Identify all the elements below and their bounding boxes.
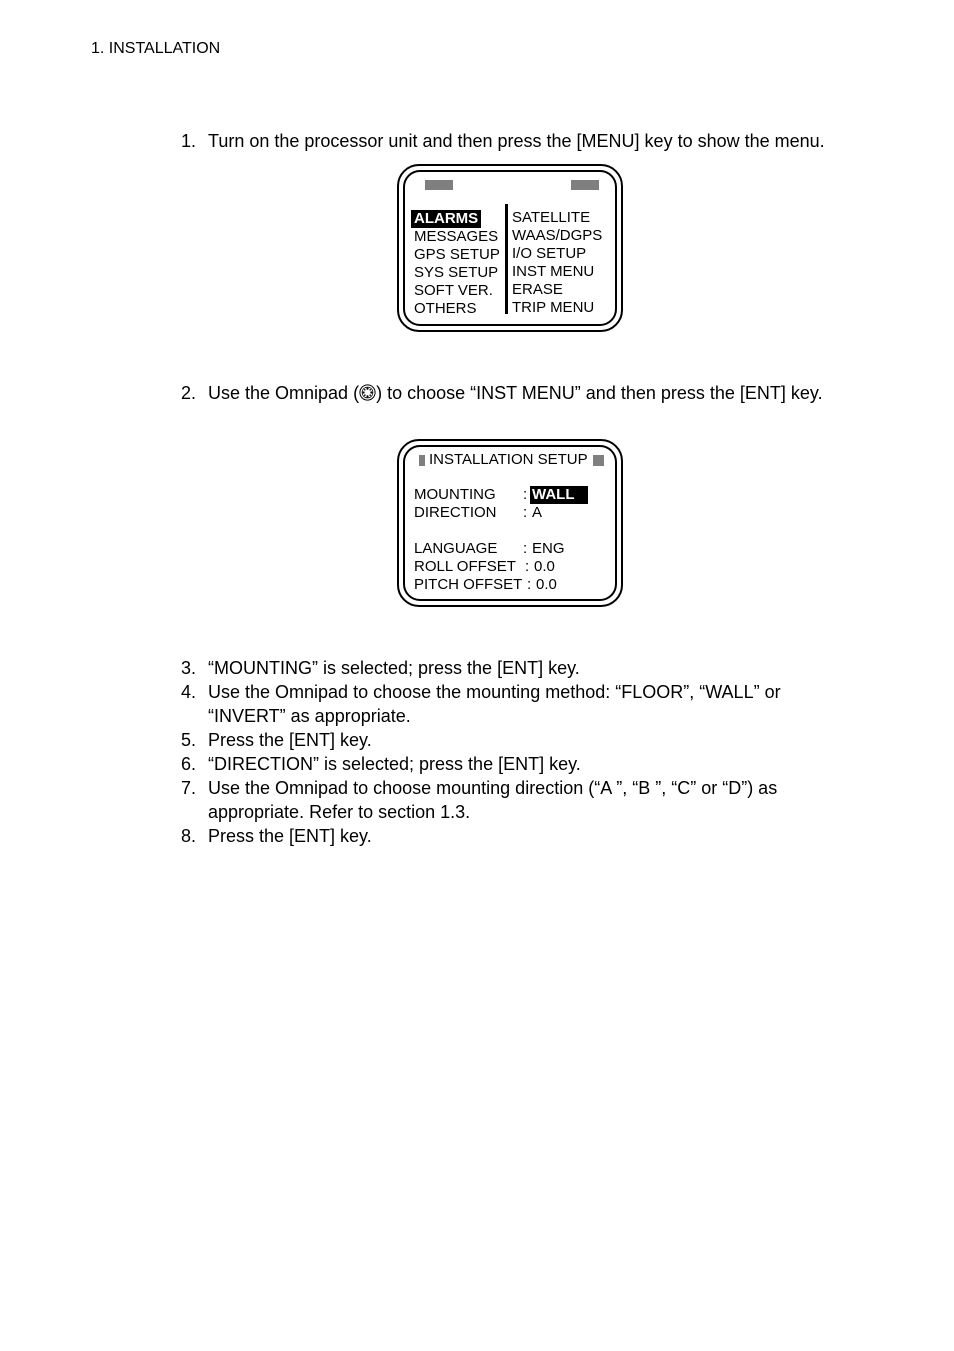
menu-divider xyxy=(505,204,508,314)
menu-item-alarms: ALARMS xyxy=(411,210,481,228)
setup-label-direction: DIRECTION xyxy=(414,504,497,521)
menu-item-inst-menu: INST MENU xyxy=(512,263,595,280)
setup-value-direction: A xyxy=(532,504,543,521)
step-number: 6. xyxy=(181,754,197,774)
setup-colon: : xyxy=(527,576,536,593)
section-header: 1. INSTALLATION xyxy=(91,40,221,57)
setup-title: INSTALLATION SETUP xyxy=(429,451,588,468)
menu-item-soft-ver: SOFT VER. xyxy=(414,282,493,299)
step-text: Use the Omnipad to choose the mounting method: “FLOOR”, “WALL” or “INVERT” as appropriate. xyxy=(208,682,781,726)
step-text: “DIRECTION” is selected; press the [ENT] key. xyxy=(208,754,581,774)
menu-item-trip-menu: TRIP MENU xyxy=(512,299,595,316)
step-4 xyxy=(181,680,841,728)
step-number: 5. xyxy=(181,730,197,750)
step-number: 2. xyxy=(181,383,197,403)
setup-value-roll-offset: 0.0 xyxy=(534,558,555,575)
step-number: 1. xyxy=(181,131,197,151)
setup-value-language: ENG xyxy=(532,540,565,557)
omnipad-icon xyxy=(359,384,376,401)
step-text: “MOUNTING” is selected; press the [ENT] key. xyxy=(208,658,580,678)
step-text: Press the [ENT] key. xyxy=(208,826,372,846)
step-text: Press the [ENT] key. xyxy=(208,730,372,750)
step-text: Turn on the processor unit and then press the [MENU] key to show the menu. xyxy=(208,131,825,151)
setup-colon: : xyxy=(525,558,534,575)
step-3 xyxy=(181,656,841,680)
screen-marker-left xyxy=(419,455,425,466)
installation-setup-screen xyxy=(397,439,623,607)
setup-label-language: LANGUAGE xyxy=(414,540,498,557)
setup-colon: : xyxy=(523,486,528,503)
setup-value-pitch-offset: 0.0 xyxy=(536,576,557,593)
menu-item-messages: MESSAGES xyxy=(414,228,499,245)
menu-item-erase: ERASE xyxy=(512,281,563,298)
setup-label-roll-offset: ROLL OFFSET xyxy=(414,558,516,575)
menu-item-waas-dgps: WAAS/DGPS xyxy=(512,227,603,244)
setup-label-mounting: MOUNTING xyxy=(414,486,496,503)
setup-label-pitch-offset: PITCH OFFSET xyxy=(414,576,523,593)
step-7 xyxy=(181,776,841,824)
step-number: 8. xyxy=(181,826,197,846)
screen-marker-right xyxy=(593,455,604,466)
setup-colon: : xyxy=(523,540,532,557)
menu-item-gps-setup: GPS SETUP xyxy=(414,246,500,263)
step-6 xyxy=(181,752,841,776)
step-5 xyxy=(181,728,841,752)
step-8 xyxy=(181,824,841,848)
step-text: Use the Omnipad ( ) to choose “INST MENU” and then press the [ENT] key. xyxy=(208,383,823,403)
menu-item-satellite: SATELLITE xyxy=(512,209,591,226)
step-1 xyxy=(181,129,841,153)
screen-marker-right xyxy=(571,180,599,190)
menu-item-io-setup: I/O SETUP xyxy=(512,245,587,262)
step-2 xyxy=(181,381,841,405)
step-number: 4. xyxy=(181,682,197,702)
step-text: Use the Omnipad to choose mounting direction (“A ”, “B ”, “C” or “D”) as appropriate. Refer to section 1.3. xyxy=(208,778,778,822)
setup-value-mounting: WALL xyxy=(530,486,588,504)
menu-item-sys-setup: SYS SETUP xyxy=(414,264,499,281)
step-number: 7. xyxy=(181,778,197,798)
menu-screen xyxy=(397,164,623,332)
step-number: 3. xyxy=(181,658,197,678)
setup-colon: : xyxy=(523,504,532,521)
menu-item-others: OTHERS xyxy=(414,300,477,317)
screen-marker-left xyxy=(425,180,453,190)
